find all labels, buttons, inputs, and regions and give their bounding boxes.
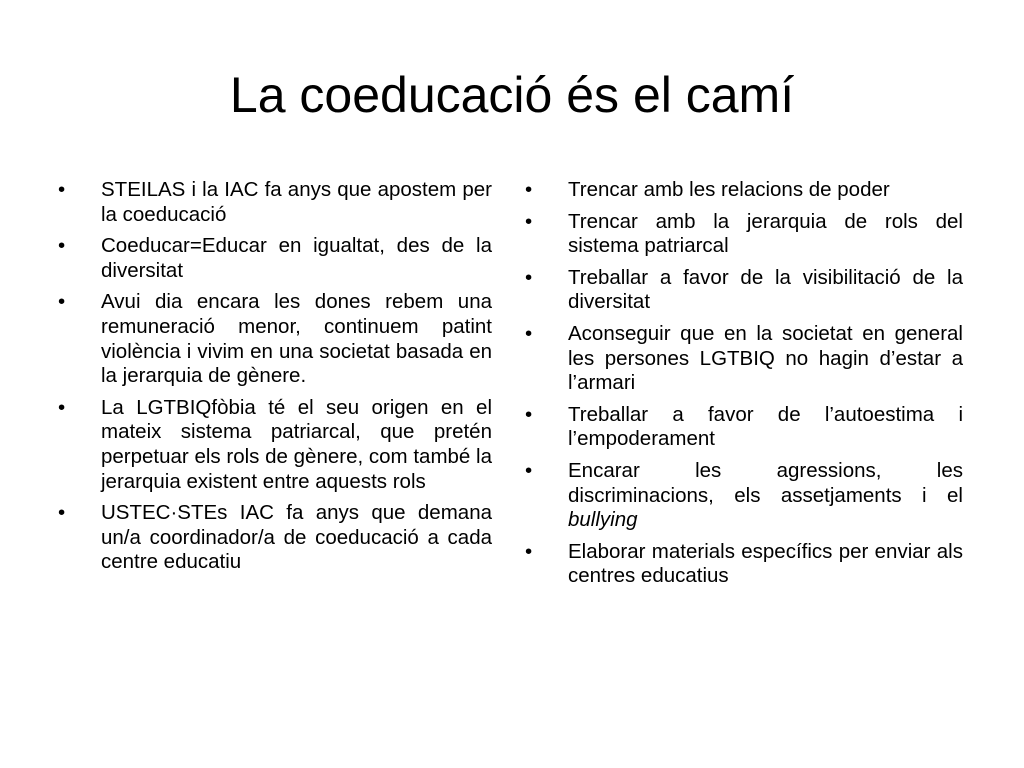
bullet-icon: • (525, 458, 533, 482)
right-list-item-6-text: Encarar les agressions, les discriminacions, els assetjaments i el (568, 458, 963, 507)
right-list-item-5-text: Treballar a favor de l’autoestima i l’empoderament (568, 402, 963, 451)
bullet-icon: • (58, 395, 66, 419)
bullet-icon: • (58, 501, 66, 525)
right-list-item-5 (525, 403, 963, 452)
left-list-item-2-text: Coeducar=Educar en igualtat, des de la diversitat (101, 234, 492, 282)
bullet-icon: • (525, 402, 533, 426)
right-bullet-list (525, 178, 963, 596)
right-list-item-7-text: Elaborar materials específics per enviar als centres educatius (568, 539, 963, 588)
left-list-item-4 (58, 396, 492, 494)
bullet-icon: • (525, 209, 533, 233)
left-list-item-4-text: La LGTBIQfòbia té el seu origen en el mateix sistema patriarcal, que pretén perpetuar els rols de gènere, com també la jerarquia existent entre aquests rols (101, 395, 492, 493)
right-list-item-1 (525, 178, 963, 203)
left-list-item-1 (58, 178, 492, 227)
right-list-item-7 (525, 540, 963, 589)
bullet-icon: • (58, 290, 66, 314)
right-list-item-4-text: Aconseguir que en la societat en general les persones LGTBIQ no hagin d’estar a l’armari (568, 321, 963, 395)
right-list-item-2-text: Trencar amb la jerarquia de rols del sistema patriarcal (568, 209, 963, 258)
right-list-item-6-italic-term: bullying (568, 508, 638, 532)
right-list-item-4 (525, 322, 963, 396)
left-list-item-5 (58, 501, 492, 575)
bullet-icon: • (58, 178, 66, 201)
bullet-icon: • (525, 321, 533, 345)
right-list-item-3-text: Treballar a favor de la visibilitació de la diversitat (568, 265, 963, 314)
bullet-icon: • (525, 539, 533, 563)
right-list-item-6 (525, 459, 963, 533)
left-list-item-1-text: STEILAS i la IAC fa anys que apostem per la coeducació (101, 178, 492, 226)
left-bullet-list (58, 178, 492, 582)
bullet-icon: • (58, 234, 66, 258)
bullet-icon: • (525, 265, 533, 289)
left-list-item-3-text: Avui dia encara les dones rebem una remuneració menor, continuem patint violència i vivim en una societat basada en la jerarquia de gènere. (101, 290, 492, 388)
left-list-item-3 (58, 290, 492, 388)
right-list-item-1-text: Trencar amb les relacions de poder (568, 178, 890, 201)
slide-title: La coeducació és el camí (229, 67, 795, 123)
right-list-item-2 (525, 210, 963, 259)
left-list-item-2 (58, 234, 492, 283)
bullet-icon: • (525, 178, 533, 201)
left-list-item-5-text: USTEC·STEs IAC fa anys que demana un/a coordinador/a de coeducació a cada centre educatiu (101, 501, 492, 574)
right-list-item-3 (525, 266, 963, 315)
